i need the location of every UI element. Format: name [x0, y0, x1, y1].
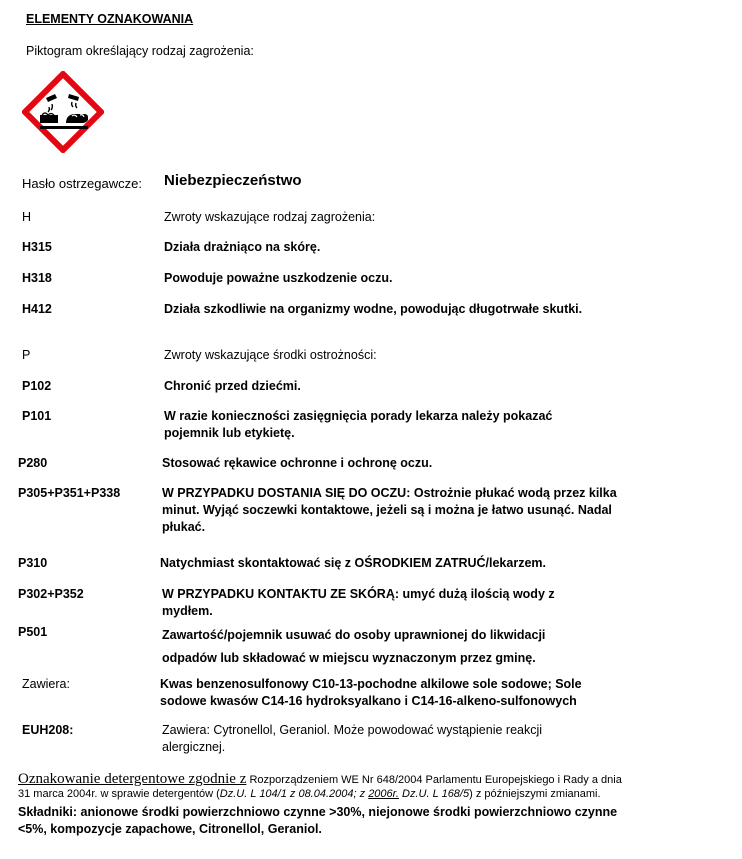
hazard-text: Działa szkodliwie na organizmy wodne, powodując długotrwałe skutki.	[164, 302, 583, 316]
precaution-code-heading: P	[22, 348, 31, 362]
hazard-code: H318	[22, 271, 52, 285]
precaution-code: P101	[22, 409, 52, 423]
hazard-code: H315	[22, 240, 52, 254]
regulation-text: Rozporządzeniem WE Nr 648/2004 Parlamentu Europejskiego i Rady a dnia 31 marca 2004r. w sprawie detergentów (	[18, 774, 622, 800]
precaution-text: W razie konieczności zasięgnięcia porady lekarza należy pokazać pojemnik lub etykietę.	[164, 409, 553, 440]
regulation-text: ) z późniejszymi zmianami.	[469, 788, 601, 800]
pictogram-label: Piktogram określający rodzaj zagrożenia:	[26, 44, 254, 58]
journal-reference: Dz.U. L 168/5	[398, 788, 470, 800]
signal-word: Niebezpieczeństwo	[164, 172, 302, 189]
signal-word-label: Hasło ostrzegawcze:	[22, 176, 142, 191]
euh208-code: EUH208:	[22, 723, 74, 737]
precaution-text: Natychmiast skontaktować się z OŚRODKIEM ZATRUĆ/lekarzem.	[160, 556, 546, 570]
detergent-labelling-note	[18, 772, 628, 801]
ingredients-text: Składniki: anionowe środki powierzchniowo czynne >30%, niejonowe środki powierzchniowo czynne <5%, kompozycje zapachowe, Citronellol, Geraniol.	[18, 805, 618, 836]
precaution-text: Chronić przed dziećmi.	[164, 379, 301, 393]
precaution-text: Stosować rękawice ochronne i ochronę oczu.	[162, 456, 433, 470]
hazard-code-heading: H	[22, 210, 32, 224]
hazard-text: Powoduje poważne uszkodzenie oczu.	[164, 271, 393, 285]
section-title: ELEMENTY OZNAKOWANIA	[26, 12, 194, 26]
precaution-text: W PRZYPADKU DOSTANIA SIĘ DO OCZU: Ostrożnie płukać wodą przez kilka minut. Wyjąć soczewki kontaktowe, jeżeli są i można je łatwo usunąć. Nadal płukać.	[162, 486, 617, 534]
precaution-code: P310	[18, 556, 48, 570]
contains-text: Kwas benzenosulfonowy C10-13-pochodne alkilowe sole sodowe; Sole sodowe kwasów C14-16 hydroksyalkano i C14-16-alkeno-sulfonowych	[160, 677, 582, 708]
ghs05-corrosion-icon	[22, 71, 104, 153]
precaution-code: P305+P351+P338	[18, 486, 121, 500]
precaution-heading: Zwroty wskazujące środki ostrożności:	[164, 348, 377, 362]
hazard-text: Działa drażniąco na skórę.	[164, 240, 321, 254]
precaution-code: P302+P352	[18, 587, 84, 601]
precaution-code: P501	[18, 625, 48, 639]
precaution-code: P280	[18, 456, 48, 470]
journal-year: 2006r.	[368, 788, 399, 800]
detergent-labelling-heading: Oznakowanie detergentowe zgodnie z	[18, 771, 247, 787]
journal-reference: Dz.U. L 104/1 z 08.04.2004; z	[219, 788, 369, 800]
precaution-code: P102	[22, 379, 52, 393]
hazard-code: H412	[22, 302, 52, 316]
precaution-text: Zawartość/pojemnik usuwać do osoby uprawnionej do likwidacji odpadów lub składować w miejscu wyznaczonym przez gminę.	[162, 628, 546, 665]
precaution-text: W PRZYPADKU KONTAKTU ZE SKÓRĄ: umyć dużą ilością wody z mydłem.	[162, 587, 555, 618]
hazard-heading: Zwroty wskazujące rodzaj zagrożenia:	[164, 210, 376, 224]
contains-label: Zawiera:	[22, 677, 70, 691]
euh208-text: Zawiera: Cytronellol, Geraniol. Może powodować wystąpienie reakcji alergicznej.	[162, 723, 543, 754]
